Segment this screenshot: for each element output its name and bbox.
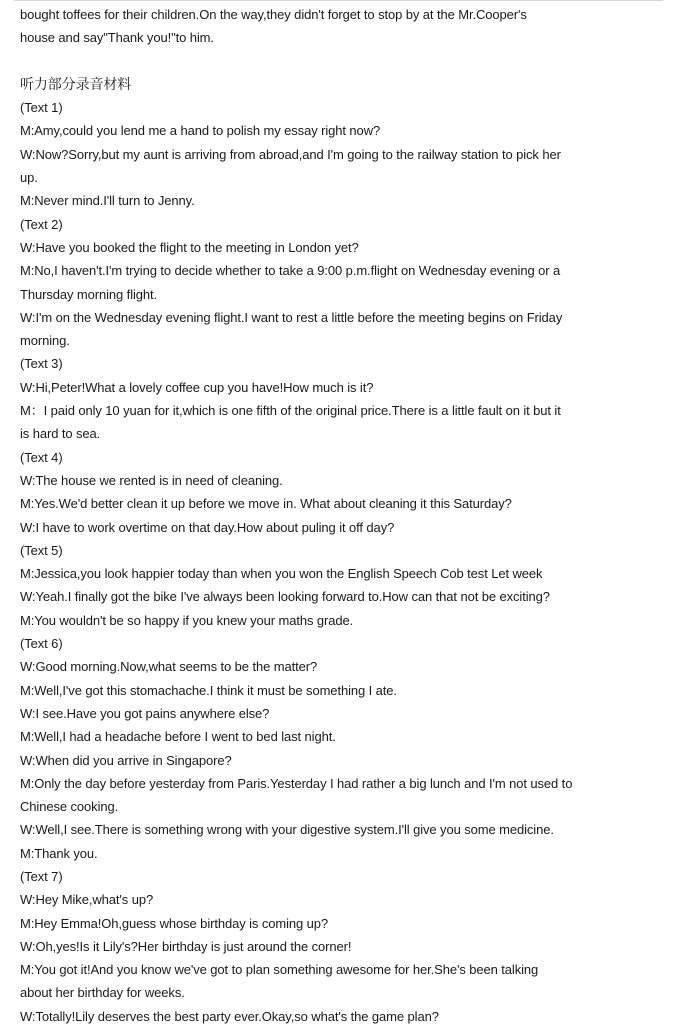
transcript-line: M:Well,I've got this stomachache.I think it must be something I ate.	[20, 682, 397, 698]
transcript-line: W:Now?Sorry,but my aunt is arriving from abroad,and I'm going to the railway station to pick her	[20, 146, 561, 162]
transcript-line: W:Have you booked the flight to the meeting in London yet?	[20, 239, 359, 255]
document-body	[20, 3, 648, 1028]
transcript-line: W:Well,I see.There is something wrong with your digestive system.I'll give you some medicine.	[20, 822, 554, 838]
transcript-line: M:You got it!And you know we've got to plan something awesome for her.She's been talking	[20, 962, 539, 978]
section-heading: 听力部分录音材料	[20, 75, 132, 92]
transcript-line: M:You wouldn't be so happy if you knew your maths grade.	[20, 612, 354, 628]
transcript-line: (Text 1)	[20, 100, 63, 116]
transcript-line: W:Yeah.I finally got the bike I've always been looking forward to.How can that not be exciting?	[20, 589, 550, 605]
transcript-line: Chinese cooking.	[20, 799, 119, 815]
transcript-line: M:Well,I had a headache before I went to bed last night.	[20, 729, 336, 745]
transcript-line: W:Hi,Peter!What a lovely coffee cup you have!How much is it?	[20, 379, 374, 395]
transcript-line: W:I have to work overtime on that day.How about puling it off day?	[20, 519, 395, 535]
transcript-line: (Text 5)	[20, 542, 63, 558]
transcript-line: W:I'm on the Wednesday evening flight.I want to rest a little before the meeting begins on Friday	[20, 309, 563, 325]
transcript-line: about her birthday for weeks.	[20, 985, 185, 1001]
transcript-line: W:Oh,yes!Is it Lily's?Her birthday is just around the corner!	[20, 938, 352, 954]
transcript-line: W:I see.Have you got pains anywhere else?	[20, 705, 270, 721]
page-top-border	[14, 0, 663, 1]
transcript-line: M:Hey Emma!Oh,guess whose birthday is coming up?	[20, 915, 329, 931]
transcript-line: (Text 3)	[20, 356, 63, 372]
transcript-line: up.	[20, 170, 38, 186]
transcript-line: M:Amy,could you lend me a hand to polish my essay right now?	[20, 123, 381, 139]
intro-line-1: bought toffees for their children.On the way,they didn't forget to stop by at the Mr.Cooper's	[20, 7, 527, 22]
transcript-line: M:Jessica,you look happier today than when you won the English Speech Cob test Let week	[20, 566, 543, 582]
transcript-line: W:Hey Mike,what's up?	[20, 892, 154, 908]
transcript-line: (Text 7)	[20, 868, 63, 884]
transcript-line: M:Never mind.I'll turn to Jenny.	[20, 193, 195, 209]
transcript-line: is hard to sea.	[20, 426, 101, 442]
transcript-line: W:When did you arrive in Singapore?	[20, 752, 232, 768]
transcript-line: M:Yes.We'd better clean it up before we move in. What about cleaning it this Saturday?	[20, 496, 512, 512]
transcript-line: W:Totally!Lily deserves the best party ever.Okay,so what's the game plan?	[20, 1008, 439, 1024]
transcript-line: W:Good morning.Now,what seems to be the matter?	[20, 659, 318, 675]
transcript	[20, 96, 648, 1028]
paragraph-gap	[20, 50, 648, 73]
transcript-line: M:Only the day before yesterday from Paris.Yesterday I had rather a big lunch and I'm not used to	[20, 775, 573, 791]
transcript-line: morning.	[20, 333, 70, 349]
transcript-line: Thursday morning flight.	[20, 286, 158, 302]
transcript-line: (Text 6)	[20, 636, 63, 652]
transcript-line: (Text 2)	[20, 216, 63, 232]
transcript-line: (Text 4)	[20, 449, 63, 465]
transcript-line: M:Thank you.	[20, 845, 98, 861]
transcript-line: W:The house we rented is in need of cleaning.	[20, 472, 283, 488]
transcript-line: M：I paid only 10 yuan for it,which is one fifth of the original price.There is a little fault on it but it	[20, 403, 561, 419]
intro-line-2: house and say"Thank you!"to him.	[20, 30, 214, 46]
transcript-line: M:No,I haven't.I'm trying to decide whether to take a 9:00 p.m.flight on Wednesday evening or a	[20, 263, 561, 279]
